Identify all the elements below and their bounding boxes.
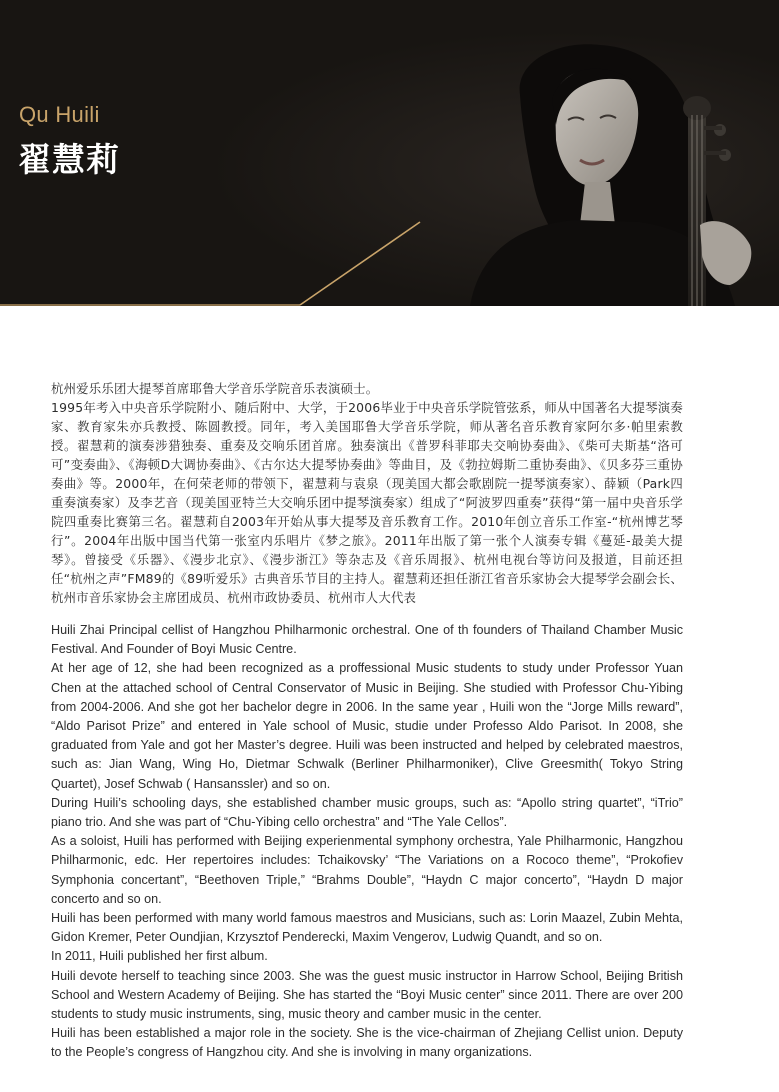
name-english: Qu Huili <box>19 102 100 127</box>
en-paragraph-album: In 2011, Huili published her first album. <box>51 949 268 964</box>
cn-paragraph-main: 1995年考入中央音乐学院附小、随后附中、大学，于2006毕业于中央音乐学院管弦系，师从中国著名大提琴演奏家、教育家朱亦兵教授、陈圆教授。同年，考入美国耶鲁大学音乐学院，师从著名音乐教育家阿尔多·帕里索教授。翟慧莉的演奏涉猎独奏、重奏及交响乐团首席。独奏演出《普罗科菲耶夫交响协奏曲》、《柴可夫斯基“洛可可”变奏曲》、《海顿D大调协奏曲》、《古尔达大提琴协奏曲》等曲目，及《勃拉姆斯二重协奏曲》、《贝多芬三重协奏曲》等。2000年，在何荣老师的带领下，翟慧莉与袁泉（现美国大都会歌剧院一提琴演奏家）、薛颖（Park四重奏演奏家）及李艺音（现美国亚特兰大交响乐团中提琴演奏家）组成了“阿波罗四重奏”获得“第一届中央音乐学院四重奏比赛第三名。翟慧莉自2003年开始从事大提琴及音乐教育工作。2010年创立音乐工作室-“杭州博艺琴行”。2004年出版中国当代第一张室内乐唱片《梦之旅》。2011年出版了第一张个人演奏专辑《蔓延-最美大提琴》。曾接受《乐器》、《漫步北京》、《漫步浙江》等杂志及《音乐周报》、杭州电视台等访问及报道，目前还担任“杭州之声”FM89的《89听爱乐》古典音乐节目的主持人。翟慧莉还担任浙江省音乐家协会大提琴学会副会长、杭州市音乐家协会主席团成员、杭州市政协委员、杭州市人大代表 <box>51 400 683 605</box>
en-paragraph-teaching: Huili devote herself to teaching since 2003. She was the guest music instructor in Harrow School, Beijing British School and Western Academy of Beijing. She has started the “Boyi Music center” since 2011. There are over 200 students to study music instruments, sing, music theory and camber music in the center. <box>51 968 683 1022</box>
en-paragraph-soloist: As a soloist, Huili has performed with Beijing experienmental symphony orchestra, Yale Philharmonic, Hangzhou Philharmonic, edc. Her repertoires includes: Tchaikovsky’ “The Variations on a Rococo theme”, “Prokofiev Symphonia concertant”, “Beethoven Triple,” “Brahms Double”, “Haydn C major concerto”, “Haydn D major concerto and so on. <box>51 834 683 906</box>
cn-paragraph-title: 杭州爱乐乐团大提琴首席耶鲁大学音乐学院音乐表演硕士。 <box>51 381 379 396</box>
en-paragraph-intro: Huili Zhai Principal cellist of Hangzhou Philharmonic orchestral. One of th founders of Thailand Chamber Music Festival. And Founder of Boyi Music Centre. <box>51 623 683 657</box>
biography-english <box>51 621 683 1063</box>
en-paragraph-education: At her age of 12, she had been recognized as a proffessional Music students to study under Professor Yuan Chen at the attached school of Central Conservator of Music in Beijing. She studied with Professor Chu-Yibing from 2004-2006. And she got her bachelor degre in 2006. In the same year , Huili won the “Jorge Mills reward”, “Aldo Parisot Prize” and entered in Yale school of Music, studie under Professo Aldo Parisot. In 2008, she graduated from Yale and got her Master’s degree. Huili was been instructed and helped by celebrated maestros, such as: Jian Wang, Wing Ho, Dietmar Schwalk (Berliner Philharmoniker), Clive Greesmith( Tokyo String Quartet), Josef Schwab ( Hansanssler) and so on. <box>51 661 683 791</box>
biography-chinese <box>51 379 683 607</box>
en-paragraph-maestros: Huili has been performed with many world famous maestros and Musicians, such as: Lorin Maazel, Zubin Mehta, Gidon Kremer, Peter Oundjian, Krzysztof Penderecki, Maxim Vengerov, Ludwig Quandt, and so on. <box>51 911 683 945</box>
en-paragraph-society: Huili has been established a major role in the society. She is the vice-chairman of Zhejiang Cellist union. Deputy to the People’s congress of Hangzhou city. And she is involving in many organizations. <box>51 1026 683 1060</box>
biography-content <box>51 379 683 1063</box>
name-chinese: 翟慧莉 <box>18 140 120 179</box>
en-paragraph-chamber: During Huili’s schooling days, she established chamber music groups, such as: “Apollo string quartet”, “iTrio” piano trio. And she was part of “Chu-Yibing cello orchestra” and “The Yale Cellos”. <box>51 795 683 830</box>
header-banner <box>0 0 779 306</box>
